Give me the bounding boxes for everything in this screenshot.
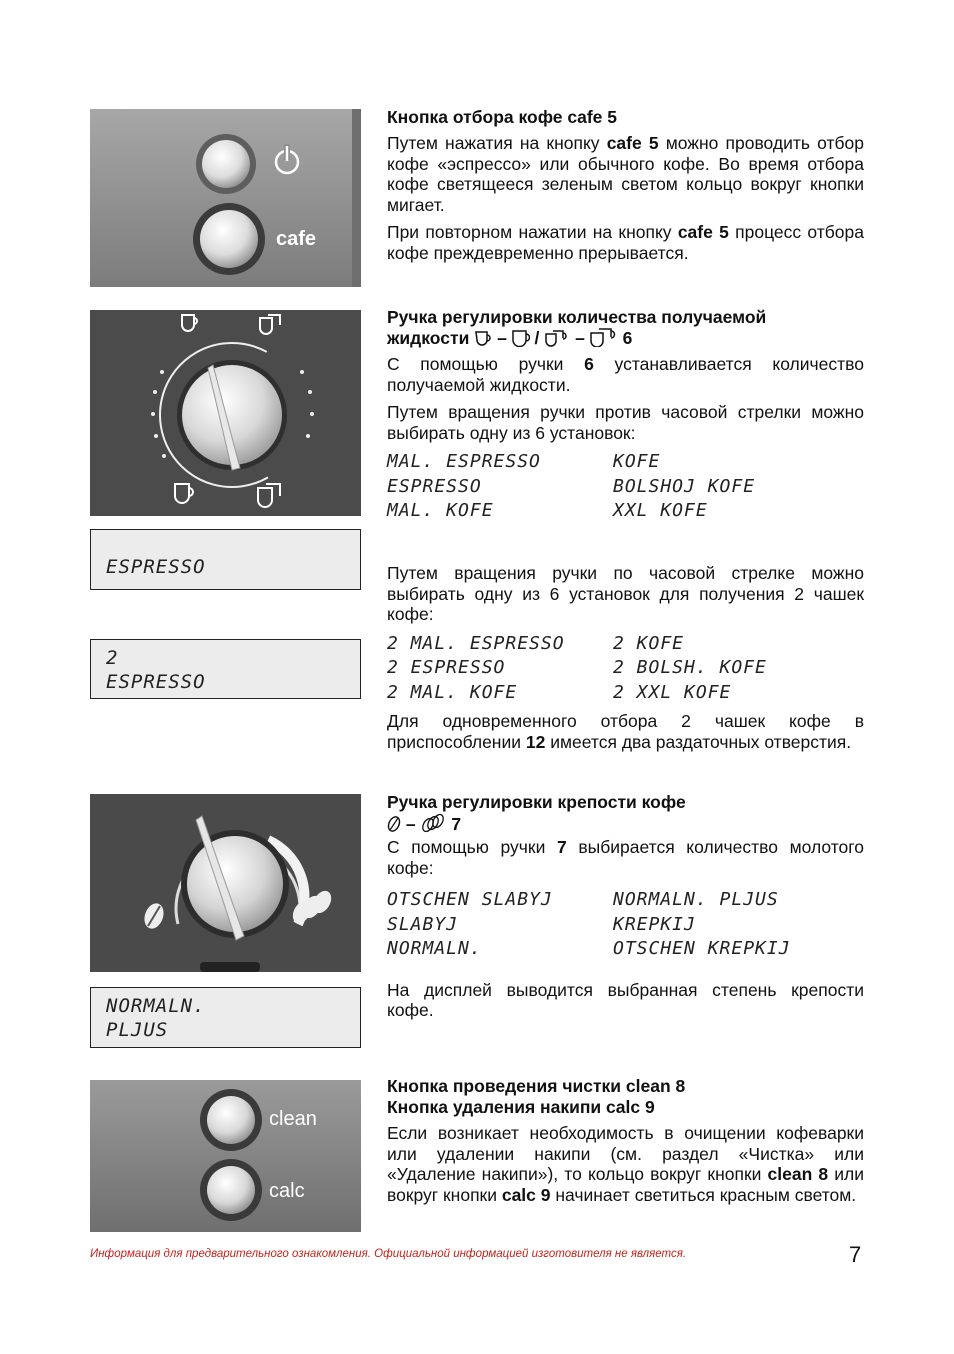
volume-options-2-list	[387, 632, 864, 706]
list-item: MAL. KOFE	[387, 500, 494, 521]
list-item: MAL. ESPRESSO	[387, 451, 541, 472]
display-espresso	[90, 529, 361, 590]
single-bean-icon	[387, 815, 401, 833]
strength-section	[387, 792, 864, 1028]
cafe-title: Кнопка отбора кофе cafe 5	[387, 107, 617, 127]
two-small-cups-icon	[544, 330, 570, 347]
list-item: SLABYJ	[387, 913, 459, 935]
disclaimer-note: Информация для предварительного ознакомления. Официальной информацией изготовителя не является.	[90, 1248, 687, 1260]
volume-paragraph-4: Для одновременного отбора 2 чашек кофе в приспособлении 12 имеется два раздаточных отверстия.	[387, 711, 864, 752]
strength-paragraph-2: На дисплей выводится выбранная степень крепости кофе.	[387, 979, 864, 1020]
display-2-espresso	[90, 639, 361, 699]
cafe-button-photo	[90, 109, 361, 287]
list-item: OTSCHEN KREPKIJ	[613, 938, 791, 959]
strength-paragraph-1: С помощью ручки 7 выбирается количество молотого кофе:	[387, 837, 864, 878]
list-item: ESPRESSO	[387, 475, 482, 497]
cafe-paragraph-2: При повторном нажатии на кнопку cafe 5 процесс отбора кофе преждевременно прерывается.	[387, 222, 864, 263]
list-item: 2 MAL. ESPRESSO	[387, 632, 565, 654]
list-item: BOLSHOJ KOFE	[613, 475, 756, 497]
clean-calc-buttons-photo	[90, 1080, 361, 1232]
display-line: ESPRESSO	[106, 671, 206, 693]
display-normaln-pljus	[90, 987, 361, 1048]
list-item: XXL KOFE	[613, 500, 708, 521]
small-cup-icon	[474, 330, 492, 347]
volume-section	[387, 307, 864, 530]
cafe-paragraph-1: Путем нажатия на кнопку cafe 5 можно проводить отбор кофе «эспрессо» или обычного кофе. Во время отбора кофе светящееся зеленым светом кольцо вокруг кнопки мигает.	[387, 133, 864, 215]
list-item: OTSCHEN SLABYJ	[387, 889, 553, 910]
calc-title: Кнопка удаления накипи calc 9	[387, 1097, 655, 1117]
clean-label: clean	[269, 1108, 317, 1130]
list-item: 2 BOLSH. KOFE	[613, 657, 767, 678]
clean-section	[387, 1076, 864, 1212]
page-number: 7	[849, 1242, 862, 1267]
strength-title: Ручка регулировки крепости кофе – 7	[387, 792, 686, 834]
list-item: NORMALN. PLJUS	[613, 889, 779, 910]
list-item: 2 MAL. KOFE	[387, 681, 518, 703]
list-item: 2 XXL KOFE	[613, 681, 732, 703]
volume-section-2	[387, 563, 864, 759]
volume-paragraph-3: Путем вращения ручки по часовой стрелке можно выбирать одну из 6 установок для получения 2 чашек кофе:	[387, 563, 864, 624]
volume-options-list	[387, 450, 864, 524]
volume-title: Ручка регулировки количества получаемой жидкости – / – 6	[387, 307, 767, 348]
large-cup-icon	[512, 330, 530, 347]
display-line: 2	[106, 647, 119, 669]
display-line: NORMALN.	[106, 995, 206, 1017]
display-line: ESPRESSO	[106, 556, 206, 578]
strength-options-list	[387, 888, 864, 962]
cafe-section	[387, 107, 864, 270]
clean-paragraph-1: Если возникает необходимость в очищении кофеварки или удалении накипи (см. раздел «Чистка» или «Удаление накипи»), то кольцо вокруг кнопки clean 8 или вокруг кнопки calc 9 начинает светиться красным светом.	[387, 1123, 865, 1205]
two-large-cups-icon	[590, 328, 618, 347]
volume-paragraph-2: Путем вращения ручки против часовой стрелки можно выбирать одну из 6 установок:	[387, 402, 864, 443]
list-item: NORMALN.	[387, 938, 482, 959]
volume-paragraph-1: С помощью ручки 6 устанавливается количество получаемой жидкости.	[387, 354, 864, 395]
list-item: KOFE	[613, 451, 661, 472]
three-beans-icon	[420, 813, 446, 833]
list-item: 2 ESPRESSO	[387, 657, 506, 678]
cafe-label: cafe	[276, 228, 317, 250]
strength-dial-photo	[90, 794, 361, 972]
list-item: KREPKIJ	[613, 913, 696, 935]
clean-title: Кнопка проведения чистки clean 8	[387, 1076, 686, 1096]
list-item: 2 KOFE	[613, 632, 685, 654]
calc-label: calc	[269, 1180, 305, 1202]
display-line: PLJUS	[106, 1019, 169, 1041]
volume-dial-photo	[90, 310, 361, 516]
